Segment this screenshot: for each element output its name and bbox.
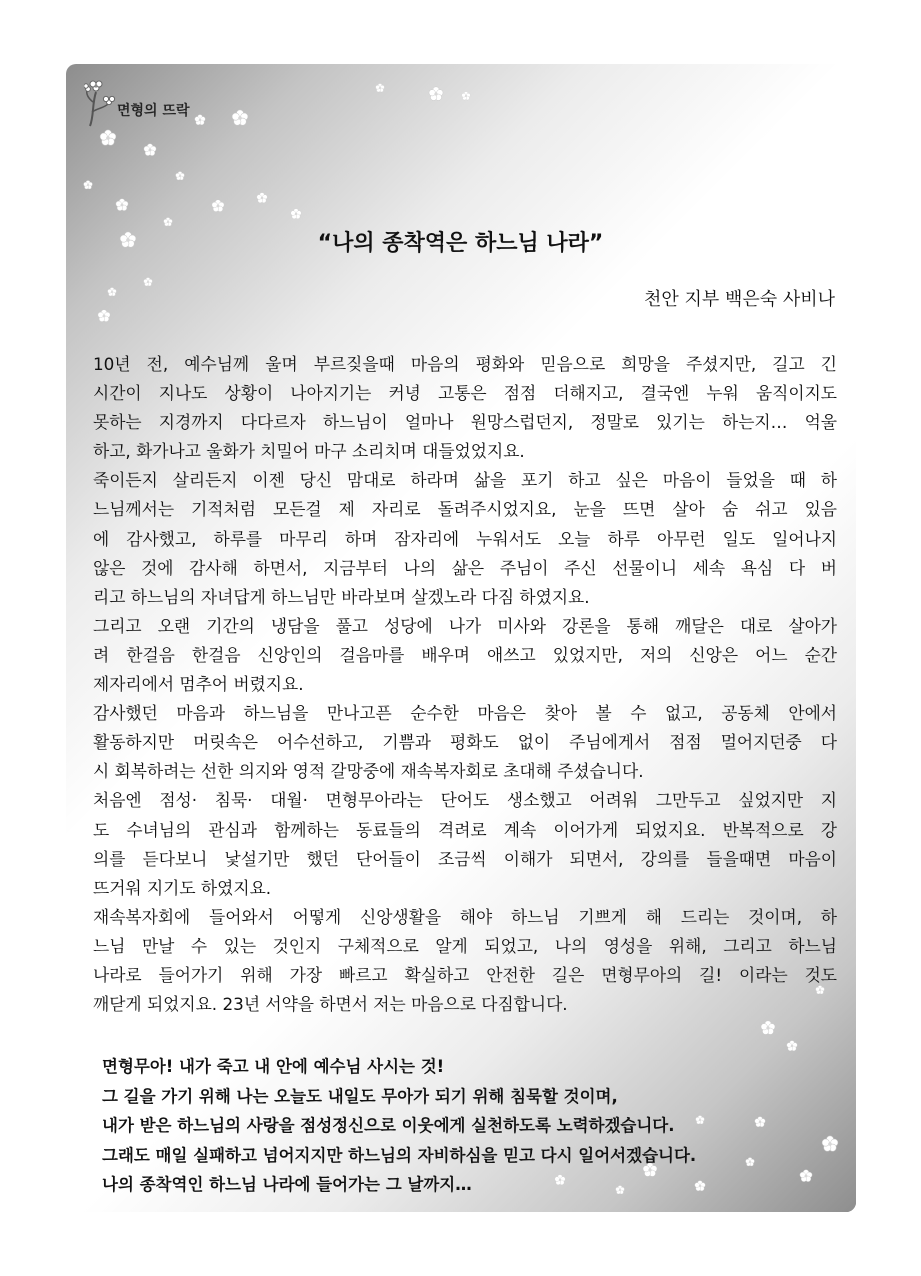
flower-icon [211,199,225,213]
flower-icon [143,277,153,287]
body-line: 시간이 지나도 상황이 나아지기는 커녕 고통은 점점 더해지고, 결국엔 누워 움직이지도 [93,383,837,404]
body-line: 못하는 지경까지 다다르자 하느님이 얼마나 원망스럽던지, 정말로 있기는 하는지… 억울 [93,412,837,433]
closing-line: 나의 종착역인 하느님 나라에 들어가는 그 날까지… [102,1175,472,1194]
flower-icon [428,86,444,102]
body-line: 재속복자회에 들어와서 어떻게 신앙생활을 해야 하느님 기쁘게 해 드리는 것이며, 하 [93,906,837,927]
flower-icon [194,114,206,126]
flower-icon [175,171,185,181]
section-label: 면형의 뜨락 [117,103,190,119]
body-line: 처음엔 점성· 침묵· 대월· 면형무아라는 단어도 생소했고 어려워 그만두고 싶었지만 지 [93,790,837,811]
body-line: 하고, 화가나고 울화가 치밀어 마구 소리치며 대들었었지요. [93,441,525,462]
flower-icon [143,143,157,157]
flower-icon [760,1020,776,1036]
body-line: 제자리에서 멈추어 버렸지요. [93,674,304,695]
flower-icon [115,198,129,212]
body-line: 죽이든지 살리든지 이젠 당신 맘대로 하라며 삶을 포기 하고 싶은 마음이 들었을 때 하 [93,470,837,491]
flower-icon [786,1040,798,1052]
body-line: 그리고 오랜 기간의 냉담을 풀고 성당에 나가 미사와 강론을 통해 깨달은 대로 살아가 [93,615,837,636]
article-body [93,350,837,1019]
body-line: 활동하지만 머릿속은 어수선하고, 기쁨과 평화도 없이 주님에게서 점점 멀어지던중 다 [93,732,837,753]
body-line: 나라로 들어가기 위해 가장 빠르고 확실하고 안전한 길은 면형무아의 길! 이라는 것도 [93,964,837,985]
flower-icon [821,1135,839,1153]
flower-icon [461,91,471,101]
flower-icon [107,287,117,297]
body-line: 느님께서는 기적처럼 모든걸 제 자리로 돌려주시었지요, 눈을 뜨면 살아 숨 쉬고 있음 [93,499,837,520]
flower-icon [83,180,93,190]
body-line: 시 회복하려는 선한 의지와 영적 갈망중에 재속복자회로 초대해 주셨습니다. [93,761,644,782]
body-line: 도 수녀님의 관심과 함께하는 동료들의 격려로 계속 이어가게 되었지요. 반복적으로 강 [93,819,837,840]
article-author: 천안 지부 백은숙 사비나 [643,289,835,310]
body-line: 느님 만날 수 있는 것인지 구체적으로 알게 되었고, 나의 영성을 위해, 그리고 하느님 [93,935,837,956]
closing-line: 그래도 매일 실패하고 넘어지지만 하느님의 자비하심을 믿고 다시 일어서겠습니다. [102,1145,697,1165]
body-line: 뜨거워 지기도 하였지요. [93,877,272,898]
article-title: “나의 종착역은 하느님 나라” [317,231,604,256]
body-line: 에 감사했고, 하루를 마무리 하며 잠자리에 누워서도 오늘 하루 아무런 일도 일어나지 [93,528,837,549]
flower-icon [375,83,385,93]
closing-line: 그 길을 가기 위해 나는 오늘도 내일도 무아가 되기 위해 침묵할 것이며, [102,1086,618,1106]
body-line: 감사했던 마음과 하느님을 만나고픈 순수한 마음은 찾아 볼 수 없고, 공동체 안에서 [93,703,837,724]
body-line: 깨닫게 되었지요. 23년 서약을 하면서 저는 마음으로 다짐합니다. [93,994,568,1015]
flower-icon [256,192,268,204]
article-closing [102,1052,812,1200]
body-line: 리고 하느님의 자녀답게 하느님만 바라보며 살겠노라 다짐 하였지요. [93,586,590,607]
flower-branch-icon [84,78,120,128]
flower-icon [231,109,249,127]
flower-icon [290,208,302,220]
flower-icon [97,309,111,323]
body-line: 않은 것에 감사해 하면서, 지금부터 나의 삶은 주님이 주신 선물이니 세속 욕심 다 버 [93,557,837,578]
body-line: 려 한걸음 한걸음 신앙인의 걸음마를 배우며 애쓰고 있었지만, 저의 신앙은 어느 순간 [93,644,837,665]
flower-icon [99,129,117,147]
closing-line: 면형무아! 내가 죽고 내 안에 예수님 사시는 것! [102,1057,445,1076]
body-line: 10년 전, 예수님께 울며 부르짖을때 마음의 평화와 믿음으로 희망을 주셨지만, 길고 긴 [93,354,837,374]
body-line: 의를 듣다보니 낯설기만 했던 단어들이 조금씩 이해가 되면서, 강의를 들을때면 마음이 [93,848,837,869]
closing-line: 내가 받은 하느님의 사랑을 점성정신으로 이웃에게 실천하도록 노력하겠습니다. [102,1116,675,1135]
